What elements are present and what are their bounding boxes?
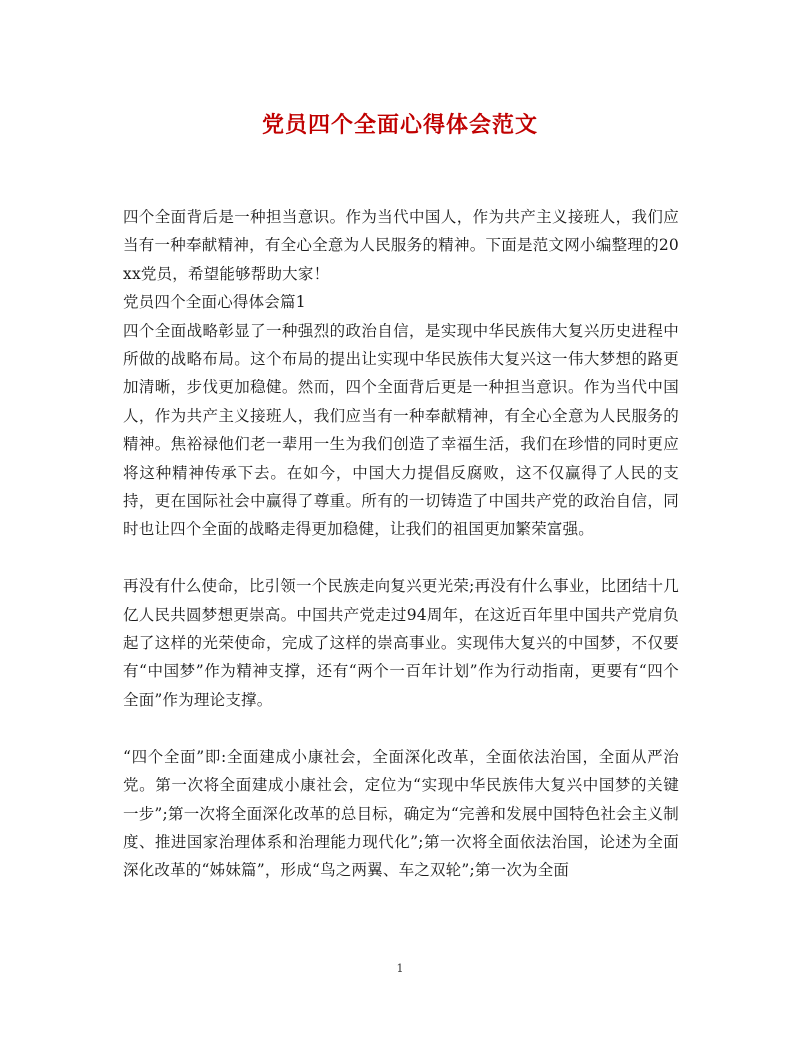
document-title: 党员四个全面心得体会范文 bbox=[261, 112, 538, 138]
paragraph-spacer bbox=[123, 714, 679, 742]
body-paragraph: 四个全面战略彰显了一种强烈的政治自信，是实现中华民族伟大复兴历史进程中所做的战略布局。这个布局的提出让实现中华民族伟大复兴这一伟大梦想的路更加清晰，步伐更加稳健。然而，四个全面背后更是一种担当意识。作为当代中国人，作为共产主义接班人，我们应当有一种奉献精神，有全心全意为人民服务的精神。焦裕禄他们老一辈用一生为我们创造了幸福生活，我们在珍惜的同时更应将这种精神传承下去。在如今，中国大力提倡反腐败，这不仅赢得了人民的支持，更在国际社会中赢得了尊重。所有的一切铸造了中国共产党的政治自信，同时也让四个全面的战略走得更加稳健，让我们的祖国更加繁荣富强。 bbox=[123, 321, 679, 539]
body-paragraph: “四个全面”即:全面建成小康社会，全面深化改革，全面依法治国，全面从严治党。第一次将全面建成小康社会，定位为“实现中华民族伟大复兴中国梦的关键一步”;第一次将全面深化改革的总目标，确定为“完善和发展中国特色社会主义制度、推进国家治理体系和治理能力现代化”;第一次将全面依法治国，论述为全面深化改革的“姊妹篇”，形成“鸟之两翼、车之双轮”;第一次为全面 bbox=[123, 747, 679, 880]
paragraph-spacer bbox=[123, 544, 679, 572]
intro-paragraph: 四个全面背后是一种担当意识。作为当代中国人，作为共产主义接班人，我们应当有一种奉献精神，有全心全意为人民服务的精神。下面是范文网小编整理的20xx党员，希望能够帮助大家！ bbox=[123, 208, 679, 283]
body-paragraph: 再没有什么使命，比引领一个民族走向复兴更光荣;再没有什么事业，比团结十几亿人民共圆梦想更崇高。中国共产党走过94周年，在这近百年里中国共产党肩负起了这样的光荣使命，完成了这样的崇高事业。实现伟大复兴的中国梦，不仅要有“中国梦”作为精神支撑，还有“两个一百年计划”作为行动指南，更要有“四个全面”作为理论支撑。 bbox=[123, 577, 679, 709]
section-heading: 党员四个全面心得体会篇1 bbox=[123, 293, 306, 312]
document-body bbox=[123, 203, 679, 885]
page-number: 1 bbox=[396, 962, 404, 975]
